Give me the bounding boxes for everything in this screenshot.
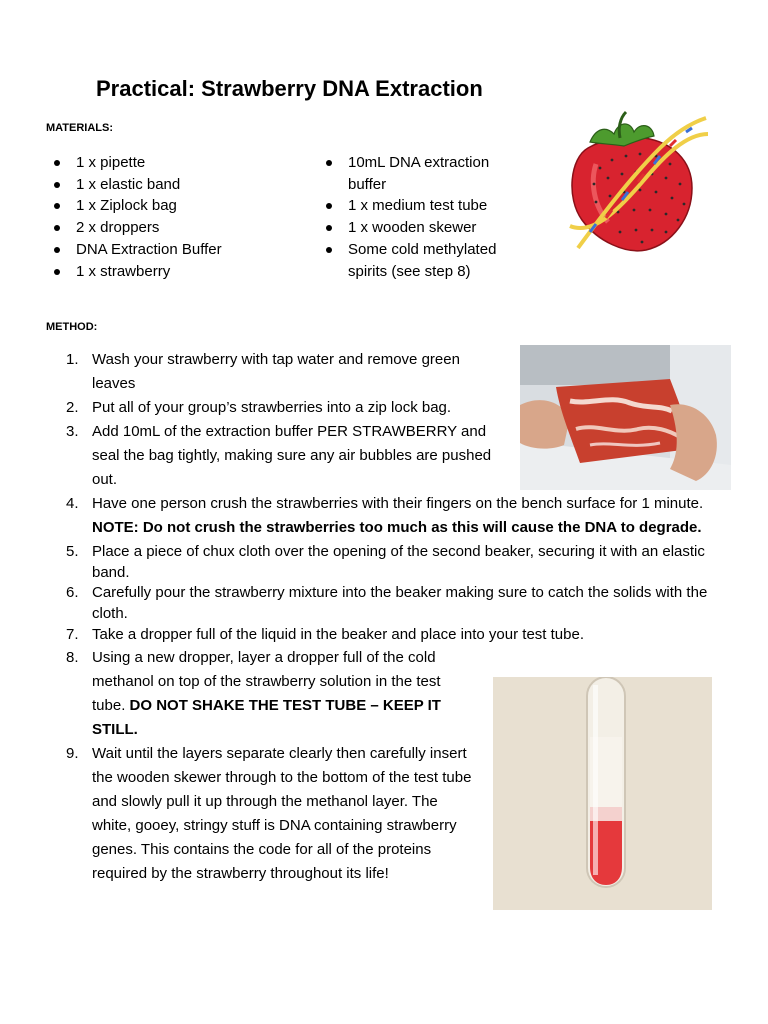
step-number: 7. [66, 625, 79, 643]
step-number: 4. [66, 495, 79, 512]
step-number: 5. [66, 543, 79, 560]
step-number: 3. [66, 423, 79, 440]
list-item [66, 542, 732, 583]
step-text: Wash your strawberry with tap water and remove green leaves [92, 351, 460, 392]
step-text: Take a dropper full of the liquid in the beaker and place into your test tube. [92, 625, 584, 643]
list-item: 1 x Ziplock bag [46, 195, 306, 217]
list-item [66, 583, 732, 624]
step-number: 2. [66, 399, 79, 416]
step-warning: DO NOT SHAKE THE TEST TUBE – KEEP IT STILL. [92, 696, 441, 738]
step-text: Put all of your group’s strawberries into a zip lock bag. [92, 399, 452, 416]
strawberry-dna-icon [560, 108, 710, 256]
list-item [66, 396, 506, 420]
materials-label: MATERIALS: [46, 122, 114, 134]
list-item: 1 x strawberry [46, 261, 306, 283]
strawberry-dna-illustration [560, 108, 710, 256]
step-text: Wait until the layers separate clearly then carefully insert the wooden skewer through to the bottom of the test tube and slowly pull it up through the methanol layer. The white, gooey, stringy stuff is DNA containing strawberry genes. This contains the code for all of the proteins required by the strawberry throughout its life! [92, 744, 472, 882]
list-item [66, 420, 506, 492]
step-text: Add 10mL of the extraction buffer PER STRAWBERRY and seal the bag tightly, making sure any air bubbles are pushed out. [92, 423, 492, 488]
method-label: METHOD: [46, 321, 98, 333]
list-item: 2 x droppers [46, 217, 306, 239]
page-title: Practical: Strawberry DNA Extraction [96, 76, 483, 101]
step-number: 1. [66, 351, 79, 368]
list-item: Some cold methylated spirits (see step 8) [318, 239, 518, 282]
step-number: 8. [66, 648, 79, 666]
list-item: 1 x elastic band [46, 174, 306, 196]
list-item [66, 646, 476, 742]
list-item: 10mL DNA extraction buffer [318, 152, 518, 195]
list-item: DNA Extraction Buffer [46, 239, 306, 261]
step-note: NOTE: Do not crush the strawberries too much as this will cause the DNA to degrade. [92, 519, 702, 536]
list-item [66, 348, 506, 396]
step-text: Carefully pour the strawberry mixture into the beaker making sure to catch the solids with the cloth. [92, 584, 708, 623]
list-item [66, 625, 732, 646]
list-item: 1 x medium test tube [318, 195, 518, 217]
list-item: 1 x pipette [46, 152, 306, 174]
materials-list-right [318, 152, 518, 282]
step-number: 9. [66, 744, 79, 762]
step-text: Using a new dropper, layer a dropper full of the cold methanol on top of the strawberry solution in the test tube. [92, 648, 441, 714]
step-number: 6. [66, 584, 79, 602]
list-item [66, 492, 732, 540]
list-item: 1 x wooden skewer [318, 217, 518, 239]
step-text: Place a piece of chux cloth over the opening of the second beaker, securing it with an elastic band. [92, 543, 705, 581]
materials-list-left [46, 152, 306, 282]
step-text: Have one person crush the strawberries with their fingers on the bench surface for 1 minute. [92, 495, 704, 512]
method-steps [66, 348, 732, 886]
list-item [66, 742, 476, 886]
